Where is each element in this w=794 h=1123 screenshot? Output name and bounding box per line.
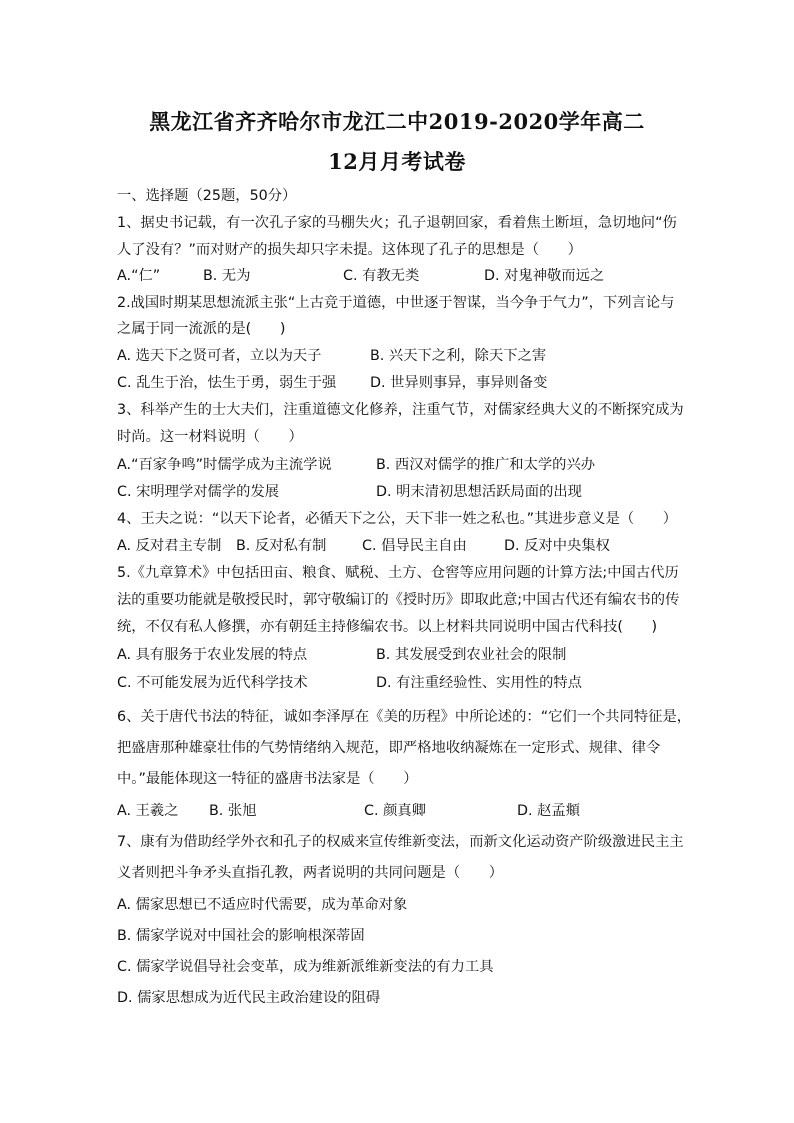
- question-6-line-2: 把盛唐那种雄豪壮伟的气势情绪纳入规范，即严格地收纳凝炼在一定形式、规律、律令: [117, 740, 661, 756]
- question-6-option-a: A. 王羲之: [117, 803, 179, 819]
- question-1-line-2: 人了没有？”而对财产的损失却只字未提。这体现了孔子的思想是（ ）: [117, 242, 582, 258]
- question-2-option-c: C. 乱生于治，怯生于勇，弱生于强: [117, 375, 337, 391]
- question-5-line-3: 统，不仅有私人修撰，亦有朝廷主持修编农书。以上材料共同说明中国古代科技( ): [117, 619, 658, 635]
- question-2-line-2: 之属于同一流派的是( ): [117, 321, 286, 337]
- question-5-option-b: B. 其发展受到农业社会的限制: [376, 647, 567, 663]
- question-4-option-b: B. 反对私有制: [236, 538, 327, 554]
- question-3-line-1: 3、科举产生的士大夫们，注重道德文化修养，注重气节，对儒家经典大义的不断探究成为: [117, 402, 684, 418]
- question-2-option-a: A. 选天下之贤可者，立以为天子: [117, 348, 322, 364]
- question-7-line-1: 7、康有为借助经学外衣和孔子的权威来宣传维新变法，而新文化运动资产阶级激进民主主: [117, 834, 684, 850]
- question-5-option-a: A. 具有服务于农业发展的特点: [117, 647, 308, 663]
- question-6-option-d: D. 赵孟頫: [517, 803, 580, 819]
- section-header: 一、选择题（25题，50分）: [117, 188, 297, 204]
- question-5-line-1: 5.《九章算术》中包括田亩、粮食、赋税、土方、仓窖等应用问题的计算方法;中国古代历: [117, 565, 679, 581]
- exam-title-line-1: 黑龙江省齐齐哈尔市龙江二中2019-2020学年高二: [149, 109, 645, 134]
- question-3-option-b: B. 西汉对儒学的推广和太学的兴办: [376, 457, 596, 473]
- question-1-option-b: B. 无为: [203, 268, 251, 284]
- question-6-option-c: C. 颜真卿: [364, 803, 426, 819]
- question-7-option-c: C. 儒家学说倡导社会变革，成为维新派维新变法的有力工具: [117, 959, 494, 975]
- question-2-line-1: 2.战国时期某思想流派主张“上古竞于道德，中世逐于智谋，当今争于气力”，下列言论与: [117, 295, 675, 311]
- question-5-option-c: C. 不可能发展为近代科学技术: [117, 675, 308, 691]
- question-3-option-c: C. 宋明理学对儒学的发展: [117, 484, 280, 500]
- question-3-line-2: 时尚。这一材料说明（ ）: [117, 429, 303, 445]
- question-1-line-1: 1、据史书记载，有一次孔子家的马棚失火；孔子退朝回家，看着焦土断垣，急切地问“伤: [117, 215, 677, 231]
- question-7-line-2: 义者则把斗争矛头直指孔教，两者说明的共同问题是（ ）: [117, 865, 504, 881]
- question-2-option-d: D. 世异则事异，事异则备变: [370, 375, 548, 391]
- question-6-line-1: 6、关于唐代书法的特征，诚如李泽厚在《美的历程》中所论述的：“它们一个共同特征是，: [117, 709, 692, 725]
- question-4-option-a: A. 反对君主专制: [117, 538, 222, 554]
- question-1-option-a: A.“仁”: [117, 268, 161, 284]
- question-6-line-3: 中。”最能体现这一特征的盛唐书法家是（ ）: [117, 771, 418, 787]
- question-7-option-a: A. 儒家思想已不适应时代需要，成为革命对象: [117, 897, 408, 913]
- question-1-option-d: D. 对鬼神敬而远之: [484, 268, 605, 284]
- question-4-option-c: C. 倡导民主自由: [362, 538, 467, 554]
- question-5-option-d: D. 有注重经验性、实用性的特点: [376, 675, 582, 691]
- question-3-option-a: A.“百家争鸣”时儒学成为主流学说: [117, 457, 332, 473]
- question-5-line-2: 法的重要功能就是敬授民时，郭守敬编订的《授时历》即取此意;中国古代还有编农书的传: [117, 592, 680, 608]
- question-7-option-d: D. 儒家思想成为近代民主政治建设的阻碍: [117, 990, 381, 1006]
- exam-title-line-2: 12月月考试卷: [328, 149, 466, 174]
- question-4-option-d: D. 反对中央集权: [504, 538, 610, 554]
- question-1-option-c: C. 有教无类: [343, 268, 420, 284]
- question-7-option-b: B. 儒家学说对中国社会的影响根深蒂固: [117, 928, 365, 944]
- question-4-line-1: 4、王夫之说：“以天下论者，必循天下之公，天下非一姓之私也。”其进步意义是（ ）: [117, 511, 678, 527]
- question-2-option-b: B. 兴天下之利，除天下之害: [370, 348, 547, 364]
- question-6-option-b: B. 张旭: [209, 803, 257, 819]
- question-3-option-d: D. 明末清初思想活跃局面的出现: [376, 484, 582, 500]
